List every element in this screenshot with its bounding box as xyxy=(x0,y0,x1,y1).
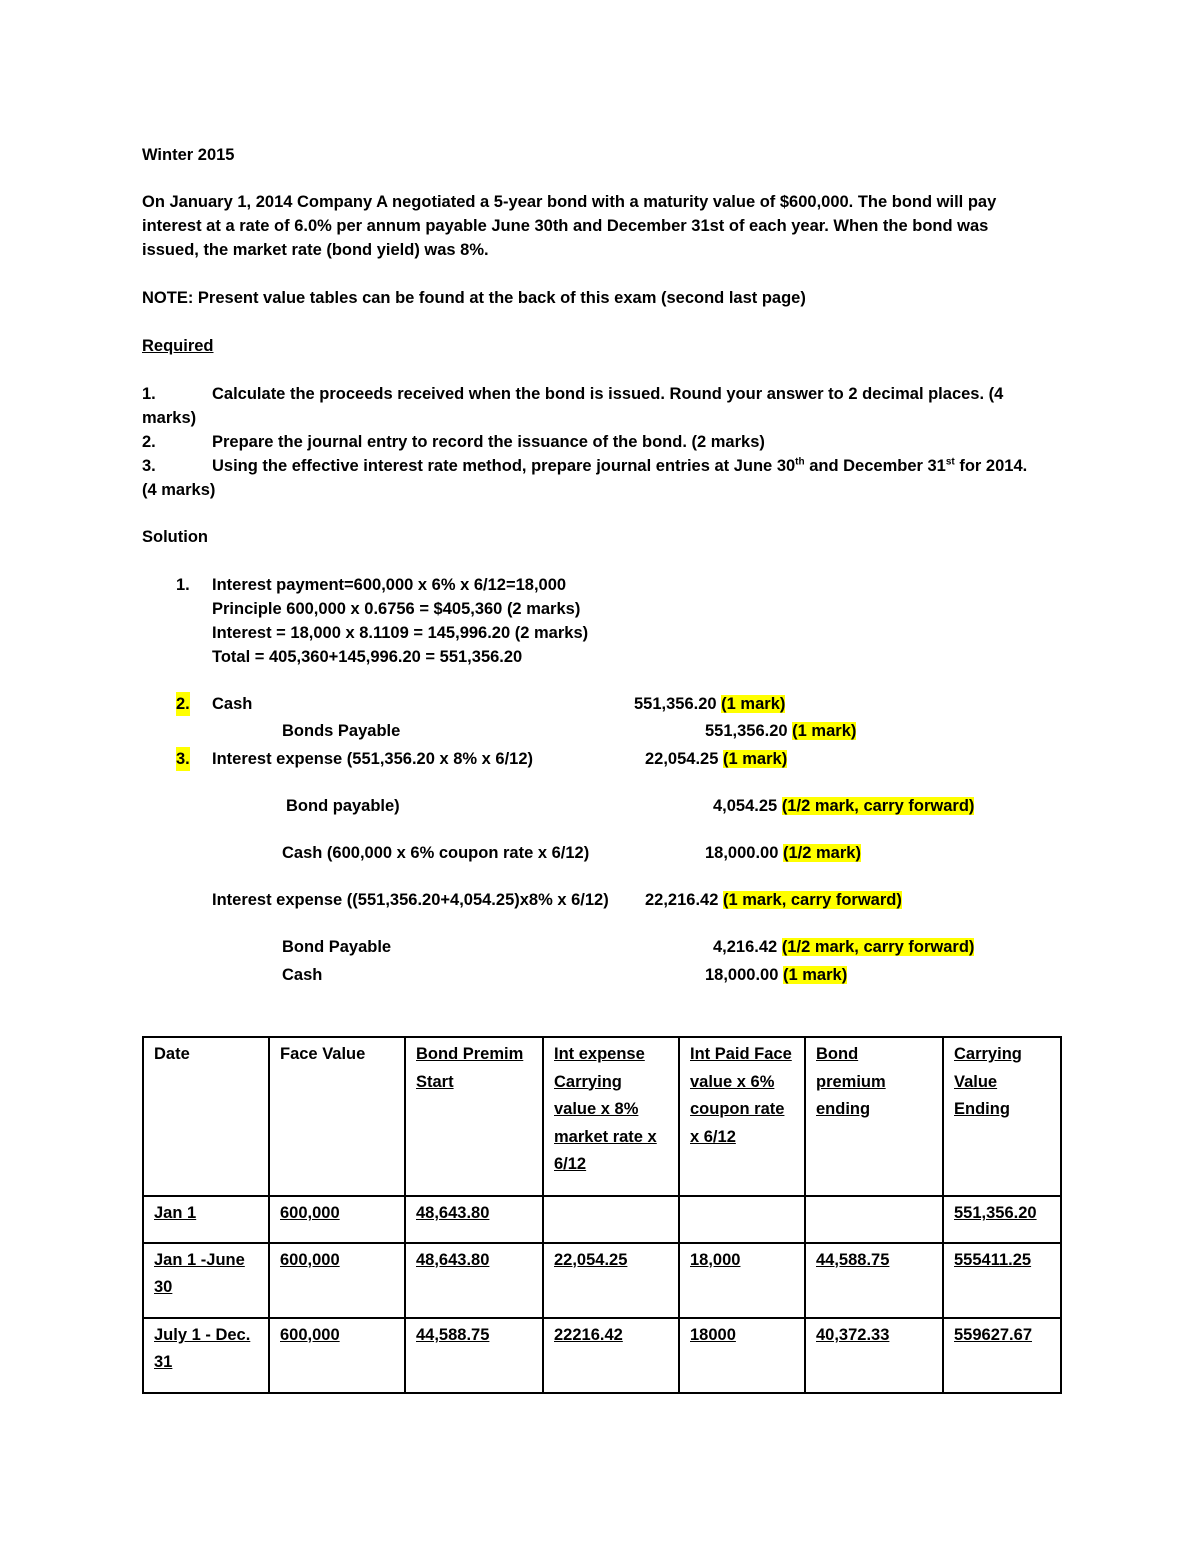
solution-calc-line: Total = 405,360+145,996.20 = 551,356.20 xyxy=(212,648,523,666)
table-cell xyxy=(679,1196,805,1242)
table-cell xyxy=(805,1196,943,1242)
entry-cash-1-label: Cash (600,000 x 6% coupon rate x 6/12) xyxy=(282,844,590,862)
table-row xyxy=(143,1243,1061,1318)
entry-bond-payable-2-amount: 4,216.42 (1/2 mark, carry forward) xyxy=(713,938,975,956)
table-header-cell: Bond premium ending xyxy=(805,1037,943,1196)
table-cell: 600,000 xyxy=(269,1243,405,1318)
entry-bond-payable-1-label: Bond payable) xyxy=(286,797,400,815)
table-cell: 48,643.80 xyxy=(405,1196,543,1242)
solution-part-1-num: 1. xyxy=(176,576,190,594)
solution-part-3-num: 3. xyxy=(176,747,190,771)
table-cell: 600,000 xyxy=(269,1318,405,1393)
table-header-cell: Int Paid Face value x 6% coupon rate x 6/12 xyxy=(679,1037,805,1196)
required-item-3-text: Using the effective interest rate method, prepare journal entries at June 30th and December 31st for 2014. xyxy=(212,456,1028,475)
solution-calc-line: Interest = 18,000 x 8.1109 = 145,996.20 (2 marks) xyxy=(212,624,589,642)
entry-interest-2-amount: 22,216.42 (1 mark, carry forward) xyxy=(645,891,902,909)
entry-cash-debit-amount: 551,356.20 (1 mark) xyxy=(634,695,786,713)
solution-heading: Solution xyxy=(142,528,208,546)
table-cell: 559627.67 xyxy=(943,1318,1061,1393)
required-heading: Required xyxy=(142,337,214,355)
solution-calc-line: Principle 600,000 x 0.6756 = $405,360 (2 marks) xyxy=(212,600,581,618)
required-item-1-num: 1. xyxy=(142,385,156,403)
table-header-cell: Date xyxy=(143,1037,269,1196)
table-cell: 44,588.75 xyxy=(805,1243,943,1318)
table-cell: 18000 xyxy=(679,1318,805,1393)
problem-line-1: On January 1, 2014 Company A negotiated a 5-year bond with a maturity value of $600,000. The bond will pay xyxy=(142,193,997,211)
entry-bond-payable-2-label: Bond Payable xyxy=(282,938,392,956)
table-cell: July 1 - Dec. 31 xyxy=(143,1318,269,1393)
required-item-1-text: Calculate the proceeds received when the bond is issued. Round your answer to 2 decimal places. (4 xyxy=(212,385,1004,403)
entry-interest-1-label: Interest expense (551,356.20 x 8% x 6/12) xyxy=(212,750,534,768)
solution-calc-line: Interest payment=600,000 x 6% x 6/12=18,000 xyxy=(212,576,567,594)
problem-line-2: interest at a rate of 6.0% per annum payable June 30th and December 31st of each year. When the bond was xyxy=(142,217,989,235)
table-cell: 40,372.33 xyxy=(805,1318,943,1393)
table-cell: 555411.25 xyxy=(943,1243,1061,1318)
required-item-1-cont: marks) xyxy=(142,409,197,427)
problem-line-3: issued, the market rate (bond yield) was 8%. xyxy=(142,241,489,259)
table-header-cell: Bond Premim Start xyxy=(405,1037,543,1196)
entry-cash-2-label: Cash xyxy=(282,966,323,984)
entry-interest-1-amount: 22,054.25 (1 mark) xyxy=(645,750,788,768)
entry-cash-1-amount: 18,000.00 (1/2 mark) xyxy=(705,844,861,862)
table-header-cell: Face Value xyxy=(269,1037,405,1196)
table-cell: Jan 1 xyxy=(143,1196,269,1242)
entry-cash-2-amount: 18,000.00 (1 mark) xyxy=(705,966,848,984)
table-cell: 551,356.20 xyxy=(943,1196,1061,1242)
table-header-cell: Carrying Value Ending xyxy=(943,1037,1061,1196)
entry-cash-debit-label: Cash xyxy=(212,695,253,713)
note-line: NOTE: Present value tables can be found at the back of this exam (second last page) xyxy=(142,289,806,307)
table-cell xyxy=(543,1196,679,1242)
table-cell: 48,643.80 xyxy=(405,1243,543,1318)
entry-interest-2-label: Interest expense ((551,356.20+4,054.25)x8% x 6/12) xyxy=(212,891,609,909)
table-header-row xyxy=(143,1037,1061,1196)
required-item-3-cont: (4 marks) xyxy=(142,481,216,499)
term-heading: Winter 2015 xyxy=(142,146,235,164)
table-cell: 44,588.75 xyxy=(405,1318,543,1393)
entry-bonds-credit-label: Bonds Payable xyxy=(282,722,401,740)
table-cell: 22,054.25 xyxy=(543,1243,679,1318)
table-header-cell: Int expense Carrying value x 8% market rate x 6/12 xyxy=(543,1037,679,1196)
table-cell: 600,000 xyxy=(269,1196,405,1242)
table-row xyxy=(143,1318,1061,1393)
required-item-2-text: Prepare the journal entry to record the issuance of the bond. (2 marks) xyxy=(212,433,765,451)
table-cell: 18,000 xyxy=(679,1243,805,1318)
table-cell: Jan 1 -June 30 xyxy=(143,1243,269,1318)
table-row xyxy=(143,1196,1061,1242)
amortization-table xyxy=(142,1036,1062,1394)
solution-part-2-num: 2. xyxy=(176,692,190,716)
entry-bonds-credit-amount: 551,356.20 (1 mark) xyxy=(705,722,857,740)
required-item-2-num: 2. xyxy=(142,433,156,451)
required-item-3-num: 3. xyxy=(142,457,156,475)
entry-bond-payable-1-amount: 4,054.25 (1/2 mark, carry forward) xyxy=(713,797,975,815)
table-cell: 22216.42 xyxy=(543,1318,679,1393)
